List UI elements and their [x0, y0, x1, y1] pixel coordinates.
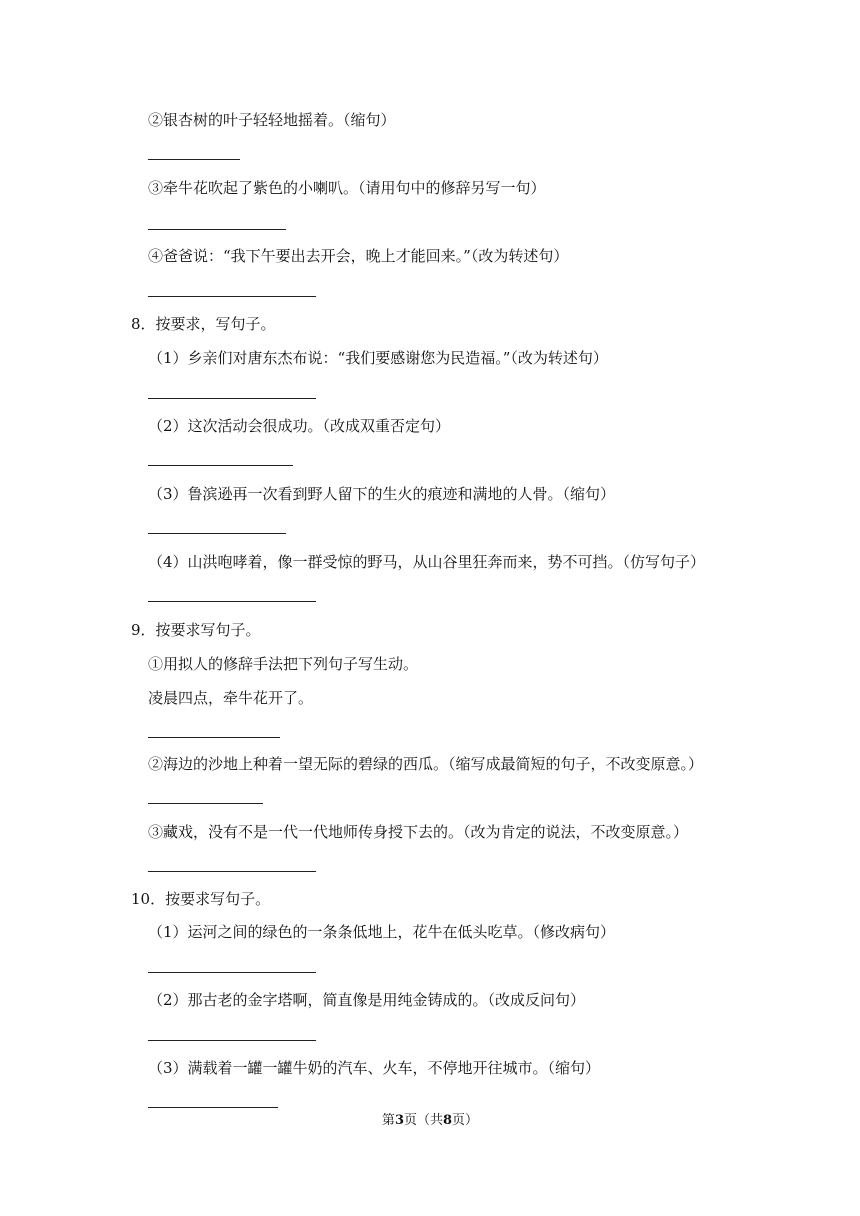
question-10-1: （1）运河之间的绿色的一条条低地上，花牛在低头吃草。（修改病句） — [148, 923, 616, 941]
question-10-2: （2）那古老的金字塔啊，简直像是用纯金铸成的。（改成反问句） — [148, 991, 586, 1009]
answer-line[interactable] — [148, 398, 316, 399]
question-10-heading: 10．按要求写句子。 — [131, 890, 271, 908]
question-8-1: （1）乡亲们对唐东杰布说：“我们要感谢您为民造福。”（改为转述句） — [148, 349, 608, 367]
question-9-2: ②海边的沙地上种着一望无际的碧绿的西瓜。（缩写成最简短的句子，不改变原意。） — [148, 755, 704, 773]
footer-suffix: 页） — [452, 1113, 479, 1128]
question-10-3: （3）满载着一罐一罐牛奶的汽车、火车，不停地开往城市。（缩句） — [148, 1059, 601, 1077]
answer-line[interactable] — [148, 229, 286, 230]
question-8-3: （3）鲁滨逊再一次看到野人留下的生火的痕迹和满地的人骨。（缩句） — [148, 485, 616, 503]
question-9-1-sentence: 凌晨四点，牵牛花开了。 — [148, 689, 314, 707]
answer-line[interactable] — [148, 803, 263, 804]
question-8-heading: 8．按要求，写句子。 — [131, 315, 276, 333]
question-7-3: ③牵牛花吹起了紫色的小喇叭。（请用句中的修辞另写一句） — [148, 179, 546, 197]
answer-line[interactable] — [148, 737, 280, 738]
footer-middle: 页（共 — [403, 1113, 443, 1128]
answer-line[interactable] — [148, 1107, 278, 1108]
answer-line[interactable] — [148, 1040, 316, 1041]
answer-line[interactable] — [148, 465, 293, 466]
question-7-2: ②银杏树的叶子轻轻地摇着。（缩句） — [148, 111, 396, 129]
question-7-4: ④爸爸说：“我下午要出去开会，晚上才能回来。”（改为转述句） — [148, 247, 569, 265]
page-number: 3 — [394, 1113, 404, 1128]
question-9-3: ③藏戏，没有不是一代一代地师传身授下去的。（改为肯定的说法，不改变原意。） — [148, 823, 689, 841]
answer-line[interactable] — [148, 972, 316, 973]
question-8-2: （2）这次活动会很成功。（改成双重否定句） — [148, 417, 451, 435]
question-9-heading: 9．按要求写句子。 — [131, 621, 261, 639]
page-footer — [0, 1112, 860, 1130]
footer-prefix: 第 — [381, 1113, 395, 1128]
answer-line[interactable] — [148, 159, 240, 160]
answer-line[interactable] — [148, 296, 316, 297]
answer-line[interactable] — [148, 601, 316, 602]
answer-line[interactable] — [148, 533, 286, 534]
answer-line[interactable] — [148, 871, 316, 872]
question-8-4: （4）山洪咆哮着，像一群受惊的野马，从山谷里狂奔而来，势不可挡。（仿写句子） — [148, 553, 706, 571]
question-9-1: ①用拟人的修辞手法把下列句子写生动。 — [148, 655, 419, 673]
page-total: 8 — [443, 1113, 453, 1128]
